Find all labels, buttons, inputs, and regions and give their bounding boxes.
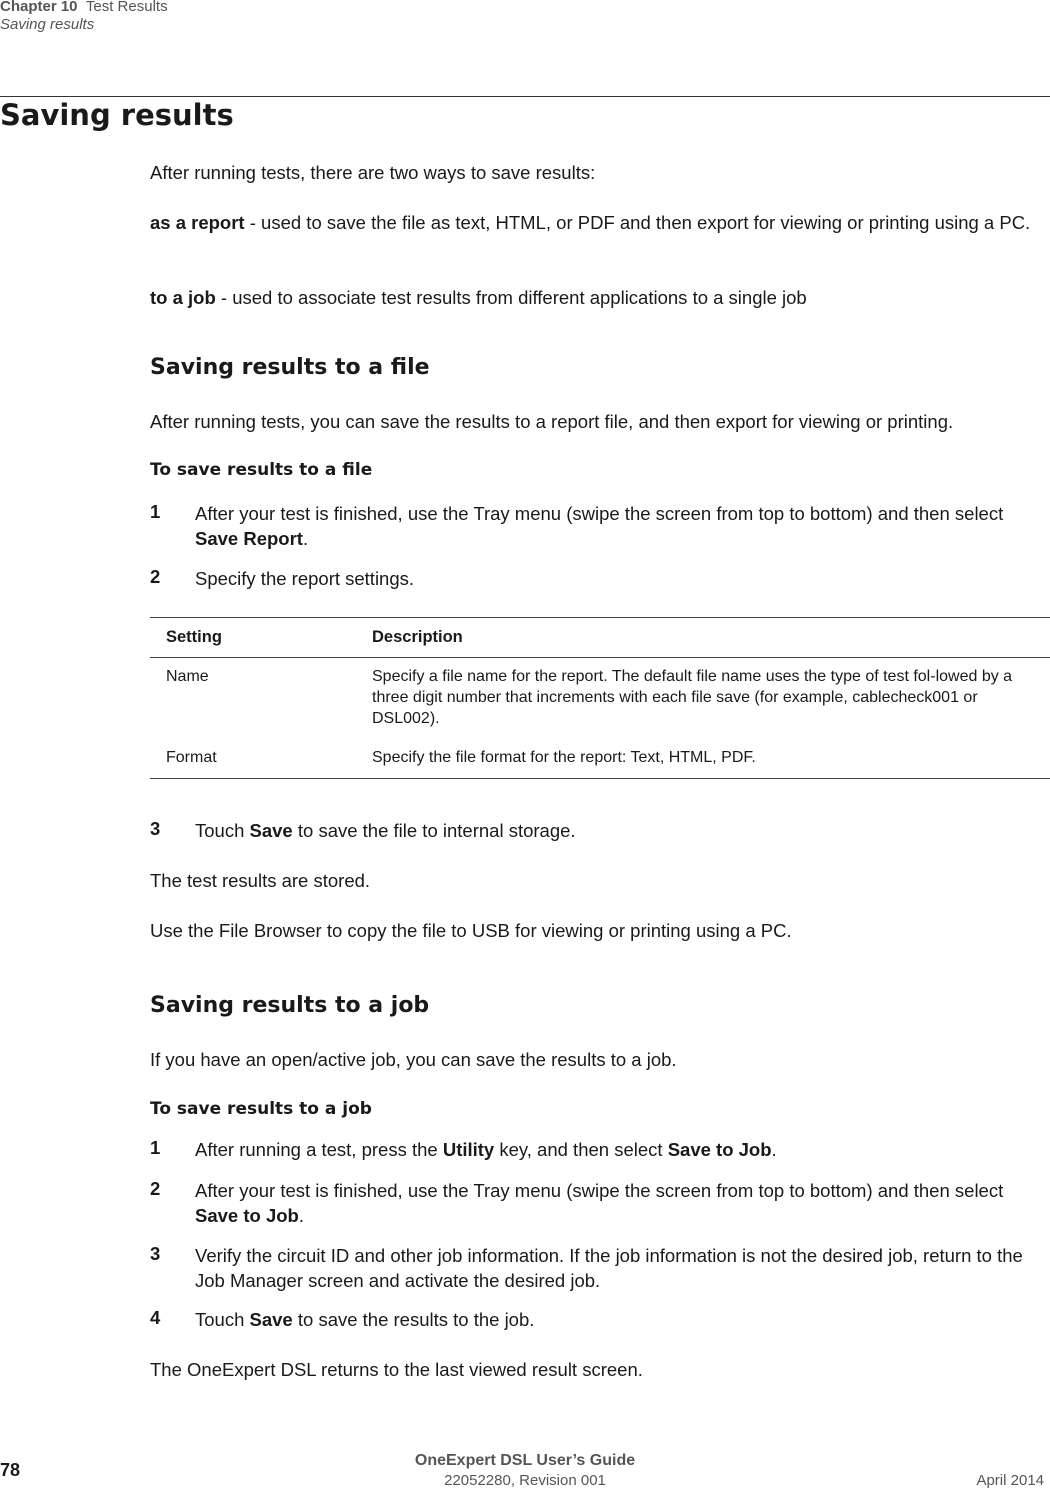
step-text: . bbox=[302, 528, 309, 549]
step-text: Touch bbox=[195, 1309, 250, 1330]
footer-date: April 2014 bbox=[976, 1472, 1044, 1489]
job-result: The OneExpert DSL returns to the last viewed result screen. bbox=[150, 1359, 643, 1380]
option-job-desc: - used to associate test results from different applications to a single job bbox=[215, 287, 807, 308]
job-section-intro: If you have an open/active job, you can save the results to a job. bbox=[150, 1049, 677, 1070]
table-cell-description: Specify the file format for the report: Text, HTML, PDF. bbox=[356, 735, 1050, 779]
page-number: 78 bbox=[0, 1460, 21, 1480]
intro-paragraph: After running tests, there are two ways to save results: bbox=[150, 162, 596, 183]
step-bold: Save bbox=[249, 820, 293, 841]
table-cell-setting: Name bbox=[166, 668, 209, 685]
job-procedure-heading: To save results to a job bbox=[150, 1099, 372, 1119]
chapter-label: Chapter 10 bbox=[0, 0, 78, 15]
report-settings-table bbox=[150, 617, 1050, 779]
chapter-title: Test Results bbox=[85, 0, 168, 15]
file-result-stored: The test results are stored. bbox=[150, 870, 371, 891]
step-bold: Save bbox=[249, 1309, 293, 1330]
option-job bbox=[150, 285, 1050, 310]
table-header-description: Description bbox=[356, 618, 1050, 658]
step-text: . bbox=[771, 1139, 777, 1160]
step-text: After your test is finished, use the Tray menu (swipe the screen from top to bottom) and then select bbox=[195, 503, 1004, 524]
step-text: to save the results to the job. bbox=[292, 1309, 535, 1330]
option-report-desc: - used to save the file as text, HTML, or PDF and then export for viewing or printing using a PC. bbox=[244, 212, 1031, 233]
job-step-number: 3 bbox=[150, 1243, 161, 1264]
option-report bbox=[150, 210, 1050, 235]
job-step-number: 2 bbox=[150, 1178, 161, 1199]
table-header-setting: Setting bbox=[150, 618, 356, 658]
file-step-number: 3 bbox=[150, 818, 161, 839]
step-bold: Save to Job bbox=[195, 1205, 299, 1226]
running-header-section: Saving results bbox=[0, 16, 95, 33]
table-row bbox=[150, 658, 1050, 736]
table-cell-description: Specify a file name for the report. The default file name uses the type of test fol-lowed by a three digit number that increments with each file save (for example, cablecheck001 or DSL002). bbox=[372, 668, 1013, 727]
job-step-text bbox=[195, 1178, 1050, 1228]
job-step-number: 1 bbox=[150, 1137, 161, 1158]
file-step-number: 1 bbox=[150, 501, 161, 522]
job-section-heading: Saving results to a job bbox=[150, 993, 430, 1018]
file-result-browser: Use the File Browser to copy the file to USB for viewing or printing using a PC. bbox=[150, 920, 792, 941]
table-row bbox=[150, 735, 1050, 779]
page-title: Saving results bbox=[0, 98, 234, 132]
footer-guide-title: OneExpert DSL User’s Guide bbox=[414, 1452, 636, 1469]
running-header-chapter bbox=[0, 0, 168, 15]
table-cell-setting: Format bbox=[150, 735, 356, 779]
job-step-text bbox=[195, 1137, 1050, 1162]
step-text: After running a test, press the bbox=[195, 1139, 443, 1160]
step-text: Touch bbox=[195, 820, 250, 841]
step-text: . bbox=[298, 1205, 304, 1226]
job-step-text bbox=[195, 1307, 1050, 1332]
step-text: key, and then select bbox=[494, 1139, 668, 1160]
step-bold: Save to Job bbox=[667, 1139, 772, 1160]
job-step-text: Verify the circuit ID and other job information. If the job information is not the desired job, return to the Job Manager screen and activate the desired job. bbox=[195, 1245, 1023, 1291]
option-report-term: as a report bbox=[150, 212, 245, 233]
step-bold: Save Report bbox=[195, 528, 303, 549]
step-text: to save the file to internal storage. bbox=[292, 820, 576, 841]
table-header-row bbox=[150, 618, 1050, 658]
file-section-heading: Saving results to a file bbox=[150, 355, 430, 380]
file-step-number: 2 bbox=[150, 566, 161, 587]
file-step-text: Specify the report settings. bbox=[195, 568, 415, 589]
footer-doc-id: 22052280, Revision 001 bbox=[444, 1472, 606, 1489]
file-step-text bbox=[195, 501, 1050, 551]
file-procedure-heading: To save results to a file bbox=[150, 460, 373, 480]
header-rule bbox=[0, 96, 1050, 97]
step-text: After your test is finished, use the Tray menu (swipe the screen from top to bottom) and then select bbox=[195, 1180, 1004, 1201]
file-section-intro: After running tests, you can save the results to a report file, and then export for viewing or printing. bbox=[150, 411, 954, 432]
file-step-text bbox=[195, 818, 1050, 843]
step-bold: Utility bbox=[442, 1139, 495, 1160]
option-job-term: to a job bbox=[150, 287, 216, 308]
job-step-number: 4 bbox=[150, 1307, 161, 1328]
